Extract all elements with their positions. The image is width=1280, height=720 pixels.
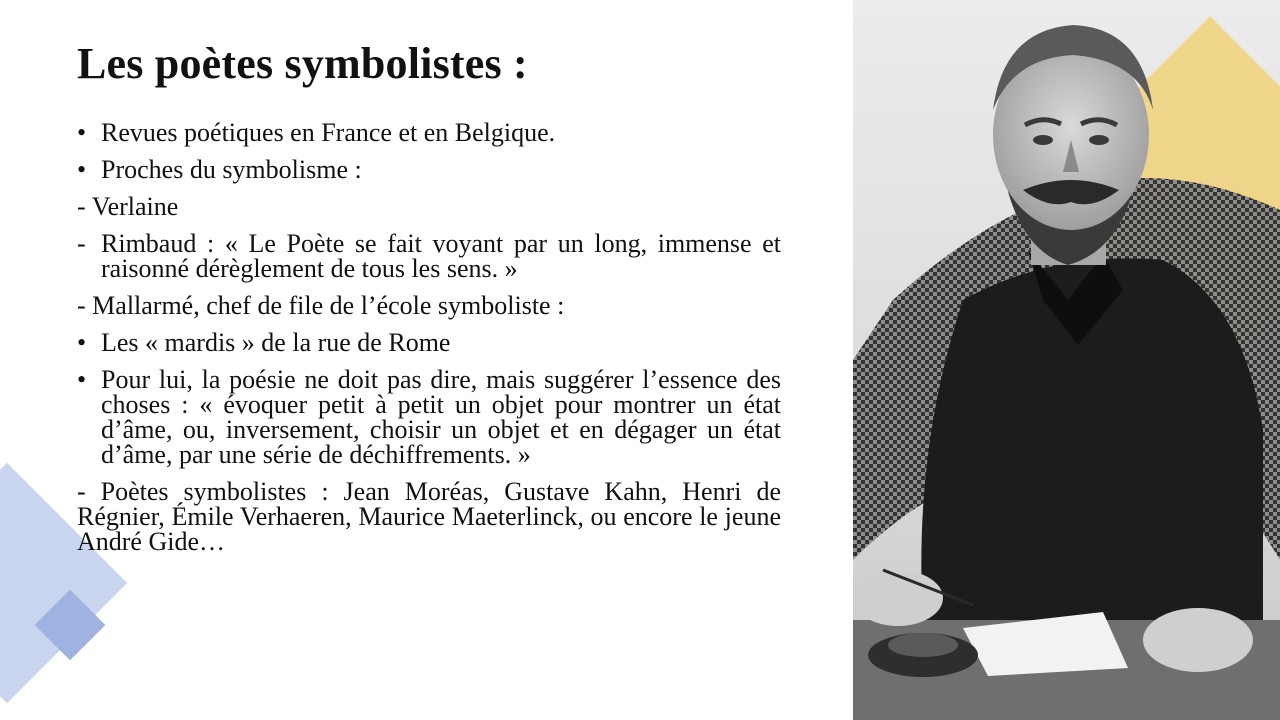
bullet-item [77, 367, 781, 467]
dash-text: - Verlaine [77, 192, 179, 221]
portrait-illustration [853, 0, 1280, 720]
dash-item [77, 479, 781, 554]
bullet-item [77, 330, 781, 355]
dash-marker: - [77, 229, 86, 258]
bullet-text: Proches du symbolisme : [101, 155, 362, 184]
bullet-text: Pour lui, la poésie ne doit pas dire, mais suggérer l’essence des choses : « évoquer petit à petit un objet pour montrer un état d’âme, ou, inversement, choisir un objet et en dégager un état d’âme, par une série de déchiffrements. » [101, 365, 781, 469]
dash-item [77, 231, 781, 281]
portrait-photo [853, 0, 1280, 720]
dash-text: Rimbaud : « Le Poète se fait voyant par un long, immense et raisonné dérèglement de tous les sens. » [101, 229, 781, 283]
bullet-item [77, 157, 781, 182]
dash-text: - Mallarmé, chef de file de l’école symboliste : [77, 291, 565, 320]
slide-body [77, 120, 781, 566]
bullet-item [77, 120, 781, 145]
bullet-text: Les « mardis » de la rue de Rome [101, 328, 451, 357]
dash-item [77, 293, 781, 318]
dash-item [77, 194, 781, 219]
slide-title: Les poètes symbolistes : [77, 39, 528, 88]
bullet-text: Revues poétiques en France et en Belgique. [101, 118, 556, 147]
dash-text: - Poètes symbolistes : Jean Moréas, Gustave Kahn, Henri de Régnier, Émile Verhaeren, Maurice Maeterlinck, ou encore le jeune André Gide… [77, 477, 781, 556]
